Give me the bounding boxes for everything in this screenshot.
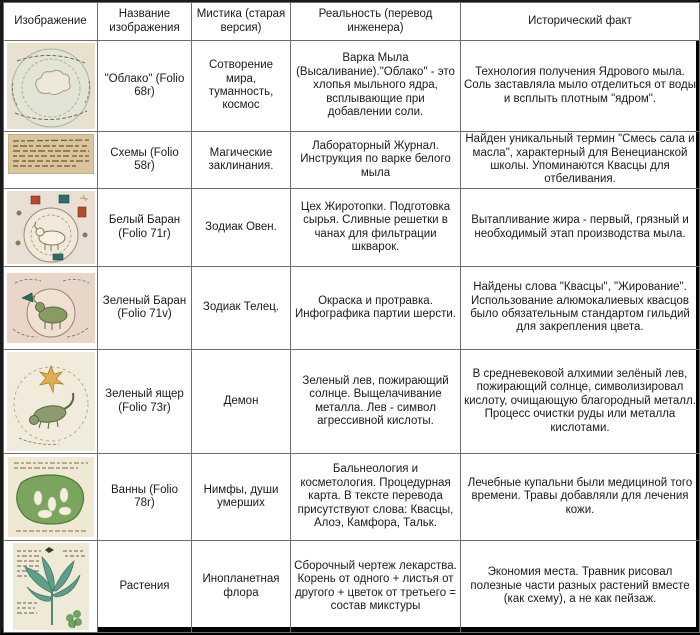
manuscript-image-folio-58r (4, 132, 98, 189)
reality-cell: Лабораторный Журнал. Инструкция по варке белого мыла (291, 132, 461, 189)
folio-73r-lizard-thumbnail-icon (7, 352, 95, 451)
manuscript-image-plants (4, 541, 98, 633)
fact-cell: Экономия места. Травник рисовал полезные части разных растений вместе (как схему), а не как пейзаж. (461, 541, 700, 633)
mystic-cell: Нимфы, души умерших (192, 454, 291, 541)
header-mystic: Мистика (старая версия) (192, 3, 291, 41)
header-image: Изображение (4, 3, 98, 41)
fact-cell: Вытапливание жира - первый, грязный и необходимый этап производства мыла. (461, 189, 700, 267)
mystic-cell: Сотворение мира, туманность, космос (192, 41, 291, 132)
reality-cell: Бальнеология и косметология. Процедурная карта. В тексте перевода присутствуют слова: Квасцы, Алоэ, Камфора, Тальк. (291, 454, 461, 541)
reality-cell: Окраска и протравка. Инфографика партии шерсти. (291, 267, 461, 350)
folio-68r-cosmos-thumbnail-icon (7, 43, 95, 129)
fact-cell: Найден уникальный термин "Смесь сала и масла", характерный для Венецианской школы. Упоминаются Квасцы для отбеливания. (461, 132, 700, 189)
fact-cell: В средневековой алхимии зелёный лев, пожирающий солнце, символизировал кислоту, очищающую благородный металл. Процесс очистки руды или металла кислотами. (461, 350, 700, 454)
fact-cell: Технология получения Ядрового мыла. Соль заставляла мыло отделиться от воды и всплыть плотным "ядром". (461, 41, 700, 132)
table-row (4, 350, 700, 454)
manuscript-image-folio-68r (4, 41, 98, 132)
mystic-cell: Зодиак Овен. (192, 189, 291, 267)
image-name-cell: Зеленый Баран (Folio 71v) (98, 267, 192, 350)
mystic-cell: Инопланетная флора (192, 541, 291, 633)
image-name-cell: Растения (98, 541, 192, 633)
manuscript-image-folio-73r (4, 350, 98, 454)
fact-cell: Найдены слова "Квасцы", "Жирование". Использование алюмокалиевых квасцов было обязательным стандартом гильдий для закрепления цвета. (461, 267, 700, 350)
table-row (4, 267, 700, 350)
plant-thumbnail-icon (13, 543, 89, 630)
reality-cell: Сборочный чертеж лекарства. Корень от одного + листья от другого + цветок от третьего = состав микстуры (291, 541, 461, 633)
table-row (4, 41, 700, 132)
table-row (4, 454, 700, 541)
image-name-cell: Ванны (Folio 78r) (98, 454, 192, 541)
reality-cell: Варка Мыла (Высаливание)."Облако" - это хлопья мыльного ядра, всплывающие при добавлении соли. (291, 41, 461, 132)
header-fact: Исторический факт (461, 3, 700, 41)
folio-71v-green-ram-thumbnail-icon (7, 273, 95, 343)
mystic-cell: Демон (192, 350, 291, 454)
header-name: Название изображения (98, 3, 192, 41)
image-name-cell: "Облако" (Folio 68r) (98, 41, 192, 132)
manuscript-image-folio-71v (4, 267, 98, 350)
image-name-cell: Зеленый ящер (Folio 73r) (98, 350, 192, 454)
fact-cell: Лечебные купальни были медициной того времени. Травы добавляли для лечения кожи. (461, 454, 700, 541)
mystic-cell: Магические заклинания. (192, 132, 291, 189)
manuscript-image-folio-71r (4, 189, 98, 267)
image-name-cell: Схемы (Folio 58r) (98, 132, 192, 189)
reality-cell: Зеленый лев, пожирающий солнце. Выщелачивание металла. Лев - символ агрессивной кислоты. (291, 350, 461, 454)
folio-58r-text-thumbnail-icon (8, 134, 94, 174)
folio-71r-white-ram-thumbnail-icon (7, 191, 95, 264)
mystic-cell: Зодиак Телец. (192, 267, 291, 350)
voynich-interpretation-table (3, 2, 700, 633)
table-row (4, 132, 700, 189)
folio-78r-bath-thumbnail-icon (8, 457, 94, 537)
table-row (4, 541, 700, 633)
manuscript-image-folio-78r (4, 454, 98, 541)
reality-cell: Цех Жиротопки. Подготовка сырья. Сливные решетки в чанах для фильтрации шкварок. (291, 189, 461, 267)
table-row (4, 189, 700, 267)
header-row (4, 3, 700, 41)
image-name-cell: Белый Баран (Folio 71r) (98, 189, 192, 267)
header-reality: Реальность (перевод инженера) (291, 3, 461, 41)
